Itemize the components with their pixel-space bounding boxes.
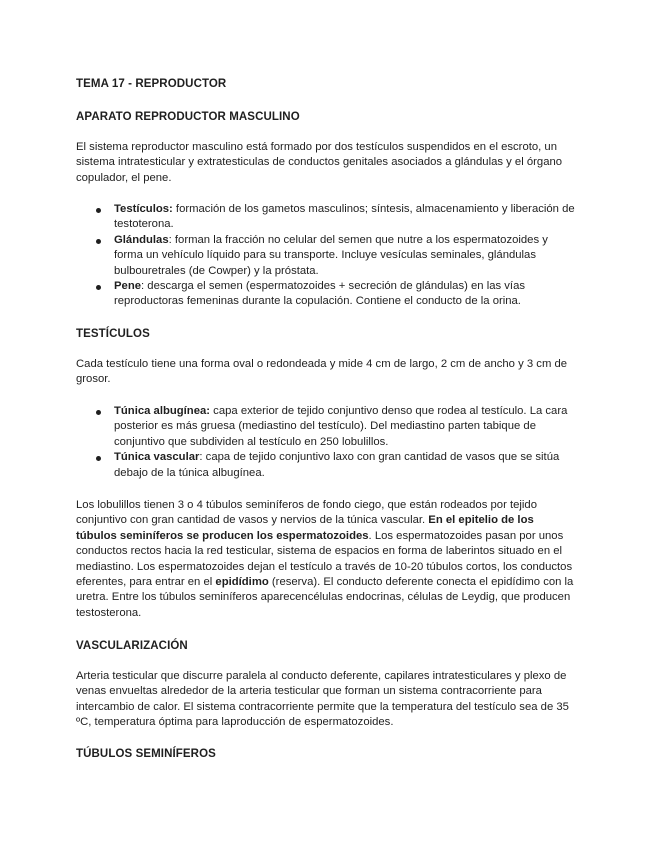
desc-testiculos: formación de los gametos masculinos; síntesis, almacenamiento y liberación de testoterona. bbox=[114, 203, 575, 231]
term-tunica-vascular: Túnica vascular bbox=[114, 451, 200, 464]
tunicas-list bbox=[76, 404, 576, 481]
list-item-tunica-vascular bbox=[76, 450, 576, 481]
epididimo-bold-text: epidídimo bbox=[215, 576, 269, 589]
list-item-testiculos bbox=[76, 202, 576, 233]
lobulillos-bold-text: En el epitelio de los túbulos seminíferos se producen los espermatozoides bbox=[76, 514, 534, 542]
vascularizacion-paragraph: Arteria testicular que discurre paralela al conducto deferente, capilares intratesticulares y plexo de venas envueltas alrededor de la arteria testicular que forman un sistema contracorriente para intercambio de calor. El sistema contracorriente permite que la temperatura del testículo sea de 35 ºC, temperatura óptima para laproducción de espermatozoides. bbox=[76, 670, 569, 729]
lobulillos-text-a: Los lobulillos tienen 3 o 4 túbulos seminíferos de fondo ciego, que están rodeados por tejido conjuntivo con gran cantidad de vasos y nervios de la túnica vascular. bbox=[76, 499, 537, 527]
lobulillos-text-b: . Los espermatozoides pasan por unos conductos rectos hacia la red testicular, sistema de espacios en forma de laberintos situado en el mediastino. Los espermatozoides dejan el testículo a través de 10-20 túbulos cortos, los conductos eferentes, para entrar en el bbox=[76, 529, 573, 589]
desc-pene: : descarga el semen (espermatozoides + secreción de glándulas) en las vías reproductoras femeninas durante la copulación. Contiene el conducto de la orina. bbox=[114, 280, 526, 308]
list-item-tunica-albuginea bbox=[76, 404, 576, 450]
lobulillos-text-c: (reserva). El conducto deferente conecta el epidídimo con la uretra. Entre los túbulos seminíferos aparecencélulas endocrinas, células de Leydig, que producen testosterona. bbox=[76, 576, 574, 619]
term-glandulas: Glándulas bbox=[114, 233, 169, 246]
heading-vascularizacion: VASCULARIZACIÓN bbox=[76, 640, 188, 652]
heading-testiculos: TESTÍCULOS bbox=[76, 328, 150, 340]
list-item-glandulas bbox=[76, 233, 576, 279]
desc-tunica-albuginea: capa exterior de tejido conjuntivo denso que rodea al testículo. La cara posterior es más gruesa (mediastino del testículo). Del mediastino parten tabique de conjuntivo que subdividen al testículo en 250 lobulillos. bbox=[114, 405, 568, 448]
heading-aparato-masculino: APARATO REPRODUCTOR MASCULINO bbox=[76, 111, 300, 123]
heading-tubulos-seminiferos: TÚBULOS SEMINÍFEROS bbox=[76, 748, 216, 760]
term-testiculos: Testículos: bbox=[114, 203, 173, 215]
term-pene: Pene bbox=[114, 280, 142, 293]
desc-tunica-vascular: : capa de tejido conjuntivo laxo con gran cantidad de vasos que se sitúa debajo de la túnica albugínea. bbox=[114, 451, 560, 479]
document-title: TEMA 17 - REPRODUCTOR bbox=[76, 78, 227, 90]
desc-glandulas: : forman la fracción no celular del semen que nutre a los espermatozoides y forma un vehículo líquido para su transporte. Incluye vesículas seminales, glándulas bulbouretrales (de Cowper) y la próstata. bbox=[114, 233, 548, 277]
testiculo-size-paragraph: Cada testículo tiene una forma oval o redondeada y mide 4 cm de largo, 2 cm de ancho y 3 cm de grosor. bbox=[76, 358, 568, 386]
term-tunica-albuginea: Túnica albugínea: bbox=[114, 405, 211, 417]
intro-paragraph: El sistema reproductor masculino está formado por dos testículos suspendidos en el escroto, un sistema intratesticular y extratesticulas de conductos genitales asociados a glándulas y el órgano copulador, el pene. bbox=[76, 141, 563, 184]
masculino-list bbox=[76, 202, 576, 310]
list-item-pene bbox=[76, 279, 576, 310]
lobulillos-paragraph bbox=[76, 498, 576, 621]
